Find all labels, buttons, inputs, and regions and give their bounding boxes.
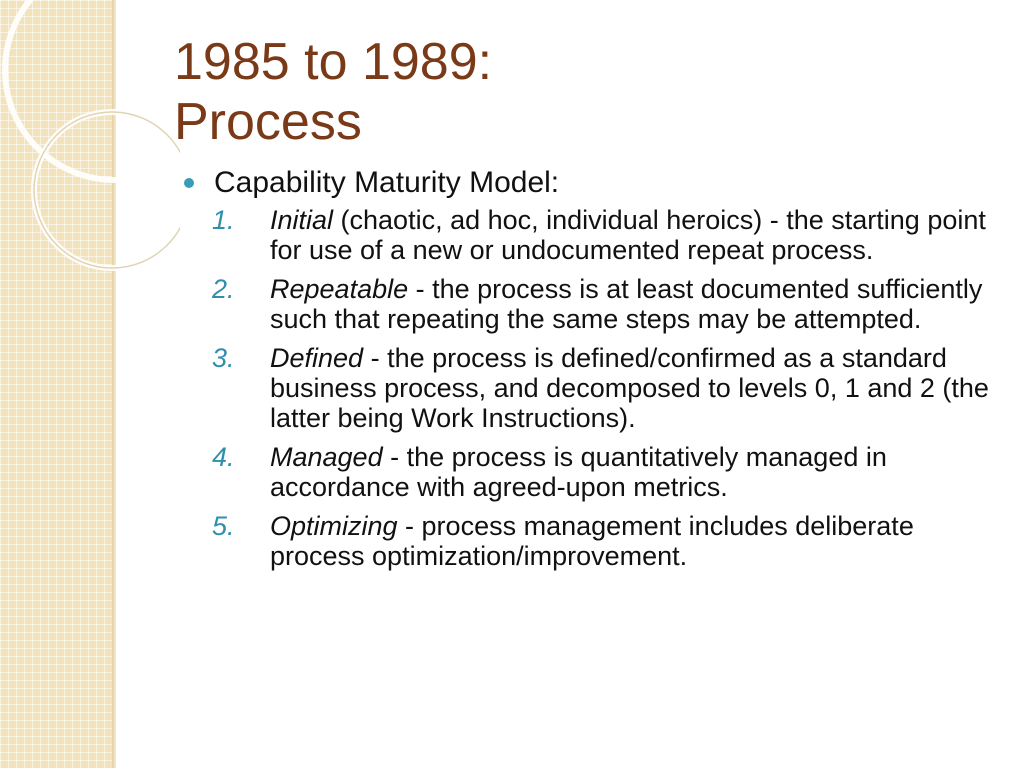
level-term: Defined [270,343,364,373]
level-term: Repeatable [270,274,409,304]
level-term: Initial [270,205,334,235]
list-number: 3. [212,343,235,373]
list-item [184,343,994,433]
level-description: - the process is at least documented sufficiently such that repeating the same steps may be attempted. [270,274,983,334]
bullet-text: Capability Maturity Model: [214,166,560,199]
list-item [184,511,994,571]
level-term: Managed [270,442,383,472]
list-number: 1. [212,205,235,235]
list-item [184,274,994,334]
slide-title-line: Process [174,93,362,151]
list-number: 4. [212,442,235,472]
slide-content [184,165,994,580]
maturity-levels-list [184,205,994,571]
level-description: - process management includes deliberate process optimization/improvement. [270,511,914,571]
slide-title-line: 1985 to 1989: [174,33,493,91]
level-description: - the process is defined/confirmed as a standard business process, and decomposed to levels 0, 1 and 2 (the latter being Work Instructions). [270,343,989,433]
slide-title [174,32,874,152]
bullet-dot-icon [184,178,194,188]
level-description: (chaotic, ad hoc, individual heroics) - the starting point for use of a new or undocumented repeat process. [270,205,986,265]
level-description: - the process is quantitatively managed in accordance with agreed-upon metrics. [270,442,887,502]
list-item [184,442,994,502]
list-number: 2. [212,274,235,304]
list-number: 5. [212,511,235,541]
bullet-item [184,165,994,201]
list-item [184,205,994,265]
level-term: Optimizing [270,511,398,541]
decorative-circles [0,0,180,280]
